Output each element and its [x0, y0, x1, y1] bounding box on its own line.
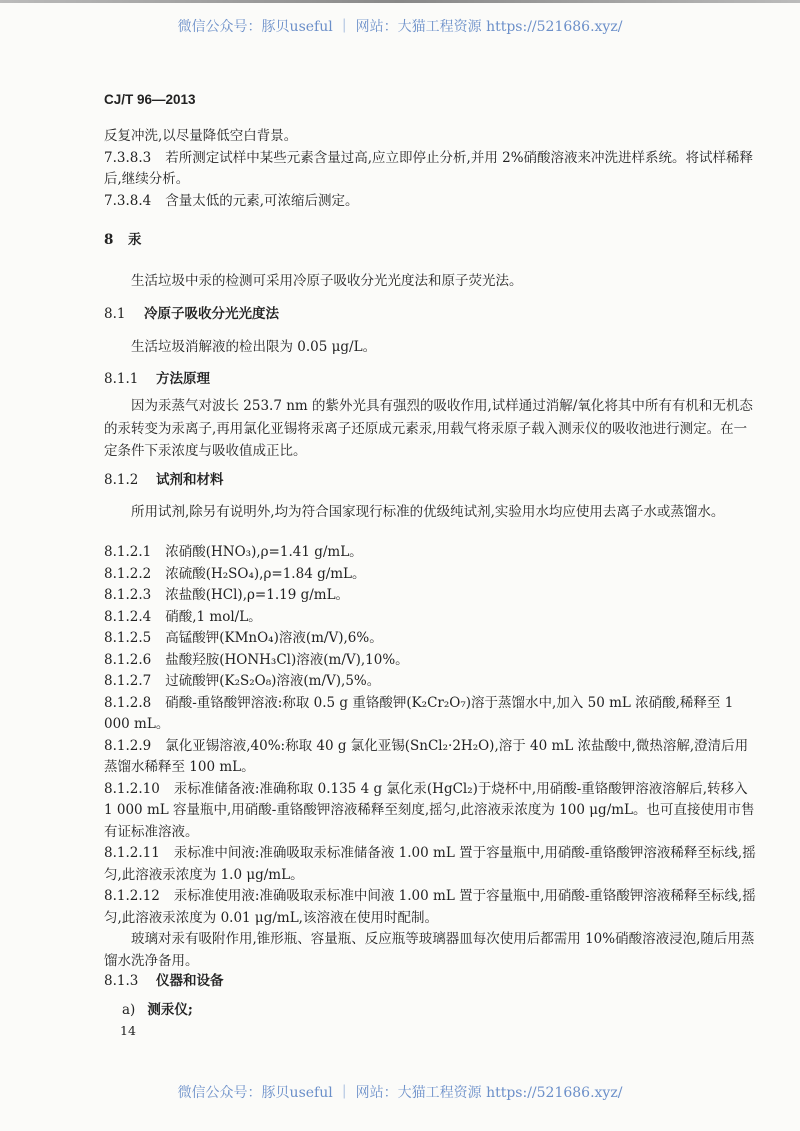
standard-code-header: CJ/T 96—2013	[104, 92, 196, 107]
list-item: 8.1.2.10 汞标准储备液:准确称取 0.135 4 g 氯化汞(HgCl₂)于烧杯中,用硝酸-重铬酸钾溶液溶解后,转移入 1 000 mL 容量瓶中,用硝酸-重铬酸钾溶液稀释至刻度,摇匀,此溶液汞浓度为 100 μg/mL。也可直接使用市售有证标准溶液。	[104, 780, 755, 840]
list-item: 8.1.2.12 汞标准使用液:准确吸取汞标准中间液 1.00 mL 置于容量瓶中,用硝酸-重铬酸钾溶液稀释至标线,摇匀,此溶液汞浓度为 0.01 μg/mL,该溶液在使用时配制。	[104, 888, 756, 926]
section-8-1-heading: 8.1 冷原子吸收分光光度法	[104, 306, 279, 322]
section-7-3-8-continued	[104, 126, 758, 212]
section-8-1-1-text: 因为汞蒸气对波长 253.7 nm 的紫外光具有强烈的吸收作用,试样通过消解/氧化将其中所有有机和无机态的汞转变为汞离子,再用氯化亚锡将汞离子还原成元素汞,用载气将汞原子载入测汞仪的吸收池进行测定。在一定条件下汞浓度与吸收值成正比。	[104, 398, 753, 459]
glass-note: 玻璃对汞有吸附作用,锥形瓶、容量瓶、反应瓶等玻璃器皿每次使用后都需用 10%硝酸溶液浸泡,随后用蒸馏水洗净备用。	[104, 931, 755, 969]
clause-7-3-8-4: 7.3.8.4 含量太低的元素,可浓缩后测定。	[104, 192, 359, 209]
list-item: 8.1.2.8 硝酸-重铬酸钾溶液:称取 0.5 g 重铬酸钾(K₂Cr₂O₇)溶于蒸馏水中,加入 50 mL 浓硝酸,稀释至 1 000 mL。	[104, 694, 734, 732]
section-8-1-2-heading: 8.1.2 试剂和材料	[104, 472, 224, 488]
continued-text: 反复冲洗,以尽量降低空白背景。	[104, 128, 298, 144]
list-item: 8.1.2.6 盐酸羟胺(HONH₃Cl)溶液(m/V),10%。	[104, 651, 409, 668]
section-8-1-3-heading: 8.1.3 仪器和设备	[104, 973, 224, 989]
list-item: 8.1.2.2 浓硫酸(H₂SO₄),ρ=1.84 g/mL。	[104, 565, 366, 582]
list-item: 8.1.2.9 氯化亚锡溶液,40%:称取 40 g 氯化亚锡(SnCl₂·2H₂O),溶于 40 mL 浓盐酸中,微热溶解,澄清后用蒸馏水稀释至 100 mL。	[104, 737, 749, 775]
scan-edge	[0, 0, 800, 3]
watermark-bottom: 微信公众号：豚贝useful ｜ 网站：大猫工程资源 https://521686.xyz/	[177, 1085, 623, 1101]
section-8-intro: 生活垃圾中汞的检测可采用冷原子吸收分光光度法和原子荧光法。	[131, 273, 523, 289]
page-number: 14	[120, 1023, 136, 1038]
list-item: 8.1.2.1 浓硝酸(HNO₃),ρ=1.41 g/mL。	[104, 544, 363, 560]
section-8-1-2-text: 所用试剂,除另有说明外,均为符合国家现行标准的优级纯试剂,实验用水均应使用去离子水或蒸馏水。	[131, 504, 725, 520]
list-item: 8.1.2.4 硝酸,1 mol/L。	[104, 608, 262, 625]
section-8-1-intro: 生活垃圾消解液的检出限为 0.05 μg/L。	[131, 339, 377, 355]
reagent-list	[104, 542, 758, 972]
list-item: 8.1.2.3 浓盐酸(HCl),ρ=1.19 g/mL。	[104, 587, 350, 603]
list-item: 8.1.2.11 汞标准中间液:准确吸取汞标准储备液 1.00 mL 置于容量瓶中,用硝酸-重铬酸钾溶液稀释至标线,摇匀,此溶液汞浓度为 1.0 μg/mL。	[104, 845, 756, 883]
list-item: 8.1.2.7 过硫酸钾(K₂S₂O₈)溶液(m/V),5%。	[104, 673, 381, 689]
equipment-item-a: a) 测汞仪;	[122, 1002, 193, 1018]
section-8-1-1-heading: 8.1.1 方法原理	[104, 371, 210, 387]
list-item: 8.1.2.5 高锰酸钾(KMnO₄)溶液(m/V),6%。	[104, 630, 383, 646]
section-8-heading: 8 汞	[104, 232, 142, 248]
clause-7-3-8-3: 7.3.8.3 若所测定试样中某些元素含量过高,应立即停止分析,并用 2%硝酸溶液来冲洗进样系统。将试样稀释后,继续分析。	[104, 149, 754, 187]
watermark-top: 微信公众号：豚贝useful ｜ 网站：大猫工程资源 https://521686.xyz/	[177, 19, 623, 35]
